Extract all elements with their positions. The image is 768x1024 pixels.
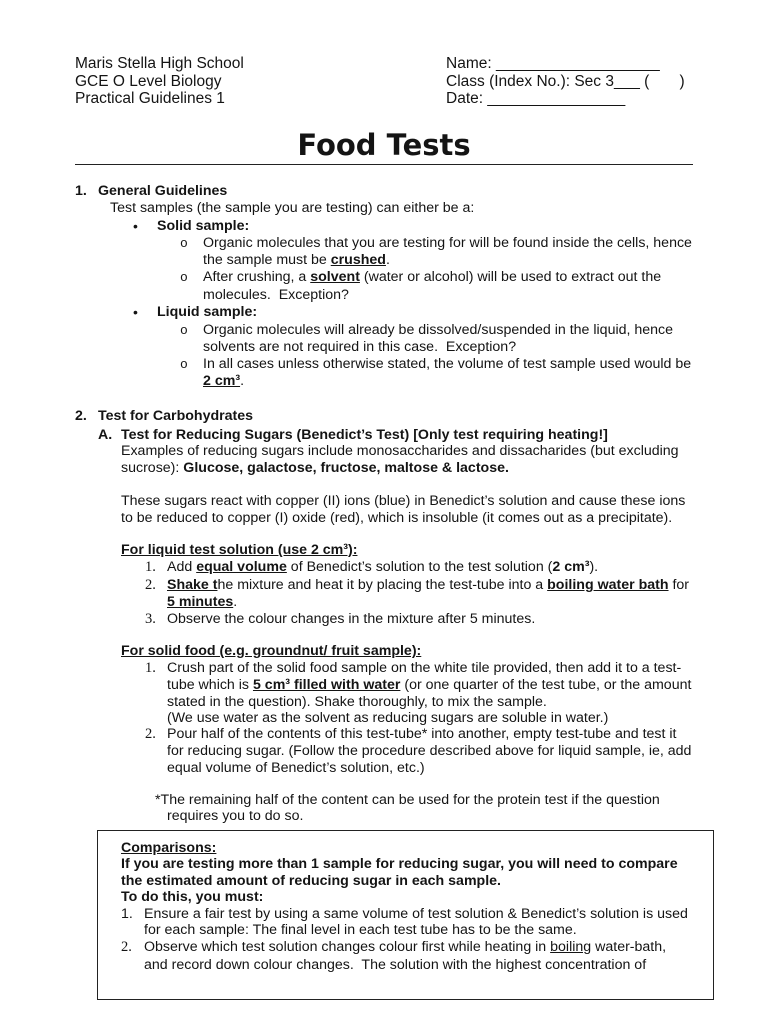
document-series: Practical Guidelines 1 (75, 90, 225, 107)
text-run: sucrose): (121, 460, 184, 476)
sub-bullet-icon: o (180, 236, 188, 251)
comparisons-intro-line-1: If you are testing more than 1 sample for reducing sugar, you will need to compare (121, 856, 678, 872)
text-run: he mixture and heat it by placing the test-tube into a (217, 577, 548, 593)
class-field: Class (Index No.): Sec 3___ ( ) (446, 73, 685, 90)
liquid-point-2-line-2 (203, 373, 244, 390)
comparisons-intro-line-3: To do this, you must: (121, 889, 264, 905)
section-1-heading: General Guidelines (98, 183, 228, 199)
solid-point-2-line-2: molecules. Exception? (203, 287, 349, 303)
key-term: equal volume (196, 559, 287, 575)
text-run: Add (167, 559, 197, 575)
solid-point-1-line-1: Organic molecules that you are testing for will be found inside the cells, hence (203, 235, 692, 251)
examples-line-2 (121, 460, 509, 477)
key-term: boiling (550, 939, 592, 955)
liquid-test-heading: For liquid test solution (use 2 cm³): (121, 542, 358, 558)
school-name: Maris Stella High School (75, 55, 244, 72)
footnote-line-1: *The remaining half of the content can be used for the protein test if the question (155, 792, 660, 808)
key-term: 2 cm³ (552, 559, 590, 575)
solid-point-1-line-2 (203, 252, 390, 269)
list-number: 3. (145, 611, 156, 627)
comparisons-step-1-line-2: for each sample: The final level in each test tube has to be the same. (144, 922, 577, 938)
reaction-line-2: to be reduced to copper (I) oxide (red), which is insoluble (it comes out as a precipitate). (121, 510, 673, 526)
comparisons-step-2-line-2: and record down colour changes. The solution with the highest concentration of (144, 957, 647, 973)
section-1-number: 1. (75, 183, 87, 199)
solid-point-2-line-1 (203, 269, 661, 286)
liquid-step-3: Observe the colour changes in the mixture after 5 minutes. (167, 611, 536, 627)
sub-bullet-icon: o (180, 270, 188, 285)
key-term: Shake t (167, 577, 218, 593)
liquid-sample-label: Liquid sample: (157, 304, 258, 320)
part-a-letter: A. (98, 427, 113, 443)
solid-step-1-line-4: (We use water as the solvent as reducing sugars are soluble in water.) (167, 710, 609, 726)
text-run: of Benedict’s solution to the test solution ( (286, 559, 553, 575)
part-a-heading: Test for Reducing Sugars (Benedict’s Test) [Only test requiring heating!] (121, 427, 608, 443)
text-run: (or one quarter of the test tube, or the amount (400, 677, 692, 693)
list-number: 2. (145, 726, 156, 742)
bullet-icon: • (133, 304, 138, 320)
liquid-step-2-line-1 (167, 577, 689, 594)
comparisons-intro-line-2: the estimated amount of reducing sugar in each sample. (121, 873, 501, 889)
list-number: 1. (145, 559, 156, 575)
key-term: boiling water bath (547, 577, 669, 593)
comparisons-step-1-line-1: Ensure a fair test by using a same volume of test solution & Benedict’s solution is used (144, 906, 688, 922)
list-number: 2. (121, 939, 132, 955)
key-term: solvent (310, 269, 360, 285)
comparisons-box (97, 830, 714, 1000)
reaction-line-1: These sugars react with copper (II) ions (blue) in Benedict’s solution and cause these ions (121, 493, 686, 509)
footnote-line-2: requires you to do so. (167, 808, 304, 824)
key-term: 5 cm³ filled with water (252, 677, 401, 693)
solid-step-2-line-2: for reducing sugar. (Follow the procedure described above for liquid sample, ie, add (167, 743, 692, 759)
list-number: 1. (121, 906, 133, 922)
course-name: GCE O Level Biology (75, 73, 222, 90)
liquid-point-1-line-2: solvents are not required in this case. Exception? (203, 339, 517, 355)
text-run: . (233, 594, 238, 610)
page-title: Food Tests (297, 128, 471, 162)
liquid-point-2-line-1: In all cases unless otherwise stated, the volume of test sample used would be (203, 356, 692, 372)
solid-step-1-line-1: Crush part of the solid food sample on the white tile provided, then add it to a test- (167, 660, 682, 676)
text-run: for (668, 577, 690, 593)
comparisons-step-2-line-1 (144, 939, 666, 956)
section-2-number: 2. (75, 408, 87, 424)
text-run: water-bath, (591, 939, 667, 955)
text-run: tube which is (167, 677, 253, 693)
key-term: 5 minutes (167, 594, 234, 610)
key-term: Glucose, galactose, fructose, maltose & lactose. (183, 460, 509, 476)
text-run: Observe which test solution changes colour first while heating in (144, 939, 551, 955)
liquid-step-2-line-2 (167, 594, 237, 611)
solid-sample-label: Solid sample: (157, 218, 250, 234)
liquid-point-1-line-1: Organic molecules will already be dissolved/suspended in the liquid, hence (203, 322, 674, 338)
solid-step-2-line-3: equal volume of Benedict’s solution, etc.) (167, 760, 425, 776)
section-1-intro: Test samples (the sample you are testing) can either be a: (110, 200, 475, 216)
examples-line-1: Examples of reducing sugars include monosaccharides and dissacharides (but excluding (121, 443, 679, 459)
text-run: ). (589, 559, 599, 575)
title-divider (75, 164, 693, 165)
bullet-icon: • (133, 218, 138, 234)
sub-bullet-icon: o (180, 323, 188, 338)
text-run: (water or alcohol) will be used to extract out the (359, 269, 662, 285)
list-number: 2. (145, 577, 156, 593)
list-number: 1. (145, 660, 156, 676)
solid-step-1-line-3: stated in the question). Shake thoroughly, to mix the sample. (167, 694, 547, 710)
solid-step-1-line-2 (167, 677, 691, 694)
text-run: the sample must be (203, 252, 331, 268)
text-run: After crushing, a (203, 269, 311, 285)
comparisons-heading: Comparisons: (121, 840, 217, 856)
solid-step-2-line-1: Pour half of the contents of this test-tube* into another, empty test-tube and test it (167, 726, 677, 742)
section-2-heading: Test for Carbohydrates (98, 408, 254, 424)
date-field: Date: ________________ (446, 90, 626, 107)
text-run: . (385, 252, 390, 268)
name-field: Name: ___________________ (446, 55, 660, 72)
solid-test-heading: For solid food (e.g. groundnut/ fruit sample): (121, 643, 422, 659)
sub-bullet-icon: o (180, 357, 188, 372)
key-term: 2 cm³ (203, 373, 241, 389)
key-term: crushed (330, 252, 386, 268)
liquid-step-1 (167, 559, 598, 576)
text-run: . (240, 373, 245, 389)
